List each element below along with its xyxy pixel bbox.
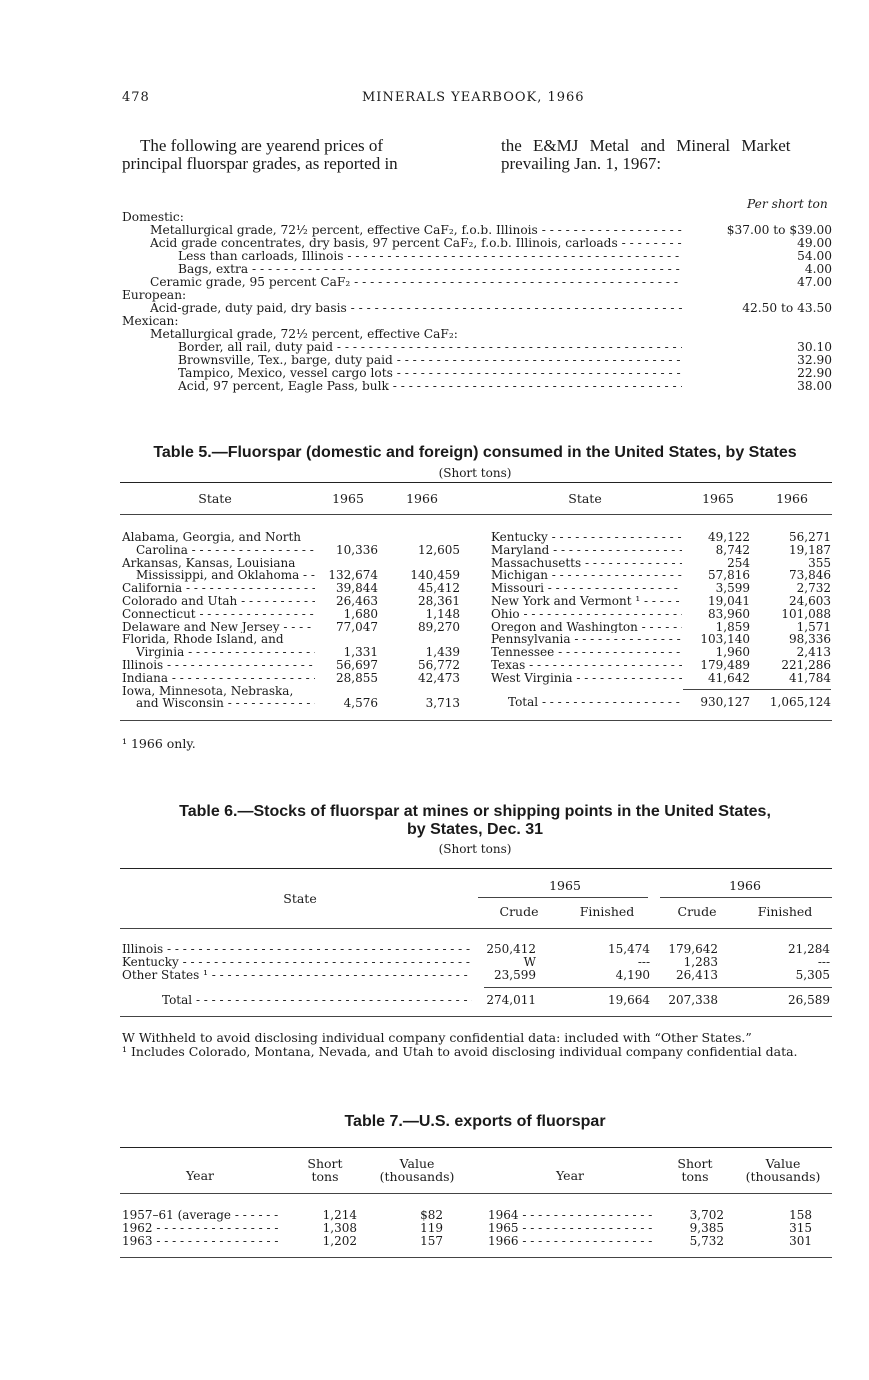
table5-state-name: Mississippi, and Oklahoma - - - [136,569,315,582]
table6-finished-1965: 4,190 [615,968,650,982]
table6-finished-1965: 15,474 [608,942,650,956]
table5-value-1966: 73,846 [789,568,831,583]
table6-crude-1965: 23,599 [494,968,536,982]
table7-value: 315 [789,1221,812,1235]
table6-header-crude-1966: Crude [677,904,717,919]
table6-1965-rule [478,897,648,898]
table5-value-1966: 28,361 [418,594,460,608]
price-row-value: 54.00 [797,249,832,263]
page-number: 478 [122,90,150,105]
table5-value-1965: 10,336 [336,542,378,557]
table5-top-rule [120,482,832,483]
price-row-value: 22.90 [797,366,832,380]
table6-subtitle: (Short tons) [438,842,512,856]
table5-state-name: Indiana - - - [122,672,315,685]
intro-left-line-2: principal fluorspar grades, as reported in [122,154,398,173]
price-row-value: 38.00 [797,379,832,393]
table5-bottom-rule [120,720,832,721]
table5-value-1966: 89,270 [418,619,460,634]
price-row-label: Acid, 97 percent, Eagle Pass, bulk - - - [178,380,682,393]
table6-finished-1965: --- [637,955,650,969]
table7-header-rule [120,1193,832,1194]
table5-value-1966: 1,148 [425,606,460,621]
price-row-label: Mexican: [122,314,179,328]
table6-header-crude-1965: Crude [499,904,539,919]
price-row-value: 47.00 [797,275,832,289]
table5-value-1966: 41,784 [789,670,831,685]
table7-year: 1964 - - - [488,1209,653,1222]
price-row-label: Bags, extra - - - [178,263,682,276]
table5-value-1966: 19,187 [789,542,831,557]
table5-state-name: Alabama, Georgia, and North [122,530,301,544]
table5-value-1966: 140,459 [410,568,460,583]
table7-value: 158 [789,1208,812,1222]
table6-title-line-1: Table 6.—Stocks of fluorspar at mines or shipping points in the United States, [179,803,771,820]
table7-header-short-right: Short [677,1156,713,1171]
table5-value-1965: 28,855 [336,670,378,685]
table7-value: 119 [420,1221,443,1235]
table6-top-rule [120,868,832,869]
table5-title: Table 5.—Fluorspar (domestic and foreign) consumed in the United States, by States [153,444,797,461]
table5-state-name: Pennsylvania - - - [491,633,682,646]
table5-state-name: Florida, Rhode Island, and [122,632,284,647]
table7-short-tons: 1,202 [322,1234,357,1248]
intro-right-line-1: the E&MJ Metal and Mineral Market [501,136,791,155]
table6-total-finished-1966: 26,589 [788,993,830,1007]
table5-value-1966: 45,412 [418,581,460,596]
table6-footnote-w: W Withheld to avoid disclosing individual company confidential data: included with “Other States.” [122,1030,752,1045]
table6-total-label: Total - - - [162,994,472,1007]
table5-value-1965: 39,844 [336,581,378,596]
table7-year: 1965 - - - [488,1222,653,1235]
table5-value-1965: 4,576 [343,696,378,711]
table5-state-name: Maryland - - - [491,544,682,557]
table5-state-name: Texas - - - [491,659,682,672]
table6-state-name: Kentucky - - - [122,956,472,969]
price-row-label: Acid-grade, duty paid, dry basis - - - [150,302,682,315]
table6-state-name: Illinois - - - [122,943,472,956]
table6-title-line-2: by States, Dec. 31 [406,821,544,838]
table6-total-finished-1965: 19,664 [608,993,650,1007]
table6-total-crude-1966: 207,338 [668,993,718,1007]
table5-value-1965: 254 [727,555,750,570]
table5-total-rule [683,689,831,690]
table5-value-1966: 2,413 [796,645,831,660]
table6-crude-1965: 250,412 [486,942,536,956]
table5-value-1966: 2,732 [796,581,831,596]
table5-header-1965-left: 1965 [332,491,364,506]
running-title: MINERALS YEARBOOK, 1966 [362,90,585,105]
price-row-label: Metallurgical grade, 72½ percent, effective CaF₂, f.o.b. Illinois - - - [150,224,682,237]
table6-finished-1966: --- [817,955,830,969]
table6-1966-rule [660,897,832,898]
table5-state-name: Iowa, Minnesota, Nebraska, [122,683,294,698]
table5-state-name: Oregon and Washington - - - [491,621,682,634]
table6-state-name: Other States ¹ - - - [122,969,472,982]
table5-value-1965: 1,331 [343,645,378,660]
table5-header-1966-right: 1966 [776,491,808,506]
table7-year: 1963 - - - [122,1235,282,1248]
table5-value-1966: 56,271 [789,530,831,544]
table7-short-tons: 1,308 [322,1221,357,1235]
table7-year: 1966 - - - [488,1235,653,1248]
table5-header-1965-right: 1965 [702,491,734,506]
table5-state-name: New York and Vermont ¹ - - - [491,595,682,608]
intro-left-line-1: The following are yearend prices of [140,136,384,155]
price-row-value: 4.00 [804,262,832,276]
table6-header-1966: 1966 [729,878,761,893]
table6-header-rule [120,928,832,929]
table5-footnote: ¹ 1966 only. [122,736,196,751]
table5-total-label: Total - - - [508,696,682,709]
table7-short-tons: 3,702 [689,1208,724,1222]
table5-value-1965: 41,642 [708,670,750,685]
table5-state-name: Missouri - - - [491,582,682,595]
table5-value-1966: 355 [808,555,831,570]
table7-header-short-left: Short [307,1156,343,1171]
table6-header-state: State [283,891,317,906]
table7-short-tons: 9,385 [689,1221,724,1235]
table5-state-name: and Wisconsin - - - [136,697,315,710]
table5-header-state-right: State [568,491,602,506]
price-row-label: Less than carloads, Illinois - - - [178,250,682,263]
table6-header-finished-1965: Finished [579,904,635,919]
table5-state-name: Delaware and New Jersey - - - [122,621,315,634]
price-row-value: 42.50 to 43.50 [742,301,832,315]
price-row-label: Border, all rail, duty paid - - - [178,341,682,354]
table6-finished-1966: 21,284 [788,942,830,956]
table7-value: 157 [420,1234,443,1248]
table5-total-1965: 930,127 [700,695,750,709]
table5-value-1966: 56,772 [418,658,460,672]
table7-top-rule [120,1147,832,1148]
table7-year: 1957–61 (average - - - [122,1209,282,1222]
table5-state-name: Carolina - - - [136,544,315,557]
table5-value-1966: 1,439 [425,645,460,660]
table5-state-name: Michigan - - - [491,569,682,582]
table7-short-tons: 5,732 [689,1234,724,1248]
table5-value-1966: 42,473 [418,670,460,685]
table6-crude-1966: 26,413 [676,968,718,982]
table5-value-1965: 57,816 [708,568,750,583]
table5-header-state-left: State [198,491,232,506]
table7-year: 1962 - - - [122,1222,282,1235]
price-unit-header: Per short ton [747,197,828,211]
table5-state-name: Ohio - - - [491,608,682,621]
table5-value-1965: 8,742 [715,542,750,557]
price-row-value: 32.90 [797,353,832,367]
table7-header-tons-left: tons [311,1169,339,1184]
table5-value-1966: 12,605 [418,542,460,557]
table7-header-value-left: Value [399,1156,435,1171]
table5-value-1966: 1,571 [796,619,831,634]
table5-state-name: West Virginia - - - [491,672,682,685]
table5-value-1965: 179,489 [700,658,750,672]
table6-footnote-1: ¹ Includes Colorado, Montana, Nevada, and Utah to avoid disclosing individual company confidential data. [122,1044,798,1059]
table5-value-1966: 24,603 [789,594,831,608]
table5-state-name: California - - - [122,582,315,595]
price-row-label: Acid grade concentrates, dry basis, 97 percent CaF₂, f.o.b. Illinois, carloads - - - [150,237,682,250]
table7-short-tons: 1,214 [322,1208,357,1222]
table5-state-name: Massachusetts - - - [491,557,682,570]
price-row-value: 49.00 [797,236,832,250]
table7-header-year-right: Year [556,1168,584,1183]
table6-header-finished-1966: Finished [757,904,813,919]
table7-header-value-right: Value [765,1156,801,1171]
table5-value-1965: 103,140 [700,632,750,647]
table5-value-1965: 1,960 [715,645,750,660]
table5-value-1965: 77,047 [336,619,378,634]
table5-state-name: Connecticut - - - [122,608,315,621]
table6-crude-1966: 1,283 [683,955,718,969]
table5-subtitle: (Short tons) [438,466,512,480]
table7-header-thousands-right: (thousands) [745,1169,821,1184]
table5-state-name: Colorado and Utah - - - [122,595,315,608]
table6-crude-1966: 179,642 [668,942,718,956]
table7-header-year-left: Year [186,1168,214,1183]
table7-bottom-rule [120,1257,832,1258]
table5-value-1965: 1,680 [343,606,378,621]
table6-header-1965: 1965 [549,878,581,893]
table5-state-name: Tennessee - - - [491,646,682,659]
price-row-label: Metallurgical grade, 72½ percent, effective CaF₂: [150,327,458,341]
table5-value-1965: 83,960 [708,606,750,621]
price-row-label: Brownsville, Tex., barge, duty paid - - - [178,354,682,367]
table5-value-1965: 26,463 [336,594,378,608]
table5-value-1965: 49,122 [708,530,750,544]
table5-value-1965: 3,599 [715,581,750,596]
table5-value-1965: 19,041 [708,594,750,608]
table5-value-1966: 221,286 [781,658,831,672]
price-row-value: 30.10 [797,340,832,354]
table7-value: $82 [420,1208,443,1222]
table6-crude-1965: W [523,955,536,969]
table5-state-name: Virginia - - - [136,646,315,659]
table5-state-name: Kentucky - - - [491,531,682,544]
table5-value-1966: 98,336 [789,632,831,647]
price-row-label: Tampico, Mexico, vessel cargo lots - - - [178,367,682,380]
table7-header-thousands-left: (thousands) [379,1169,455,1184]
table7-header-tons-right: tons [681,1169,709,1184]
price-row-label: European: [122,288,187,302]
intro-right-line-2: prevailing Jan. 1, 1967: [501,154,662,173]
table7-value: 301 [789,1234,812,1248]
table6-finished-1966: 5,305 [795,968,830,982]
price-row-label: Ceramic grade, 95 percent CaF₂ - - - [150,276,682,289]
price-row-label: Domestic: [122,210,184,224]
table6-bottom-rule [120,1016,832,1017]
table5-value-1965: 56,697 [336,658,378,672]
table5-value-1965: 132,674 [328,568,378,583]
table5-total-1966: 1,065,124 [769,695,831,709]
table5-value-1966: 101,088 [781,606,831,621]
table5-state-name: Illinois - - - [122,659,315,672]
table6-total-rule [484,987,832,988]
table5-value-1965: 1,859 [715,619,750,634]
table5-header-1966-left: 1966 [406,491,438,506]
table7-title: Table 7.—U.S. exports of fluorspar [344,1113,606,1130]
table6-total-crude-1965: 274,011 [486,993,536,1007]
price-row-value: $37.00 to $39.00 [726,223,832,237]
table5-header-rule [120,514,832,515]
table5-value-1966: 3,713 [425,696,460,711]
table5-state-name: Arkansas, Kansas, Louisiana [122,555,296,570]
